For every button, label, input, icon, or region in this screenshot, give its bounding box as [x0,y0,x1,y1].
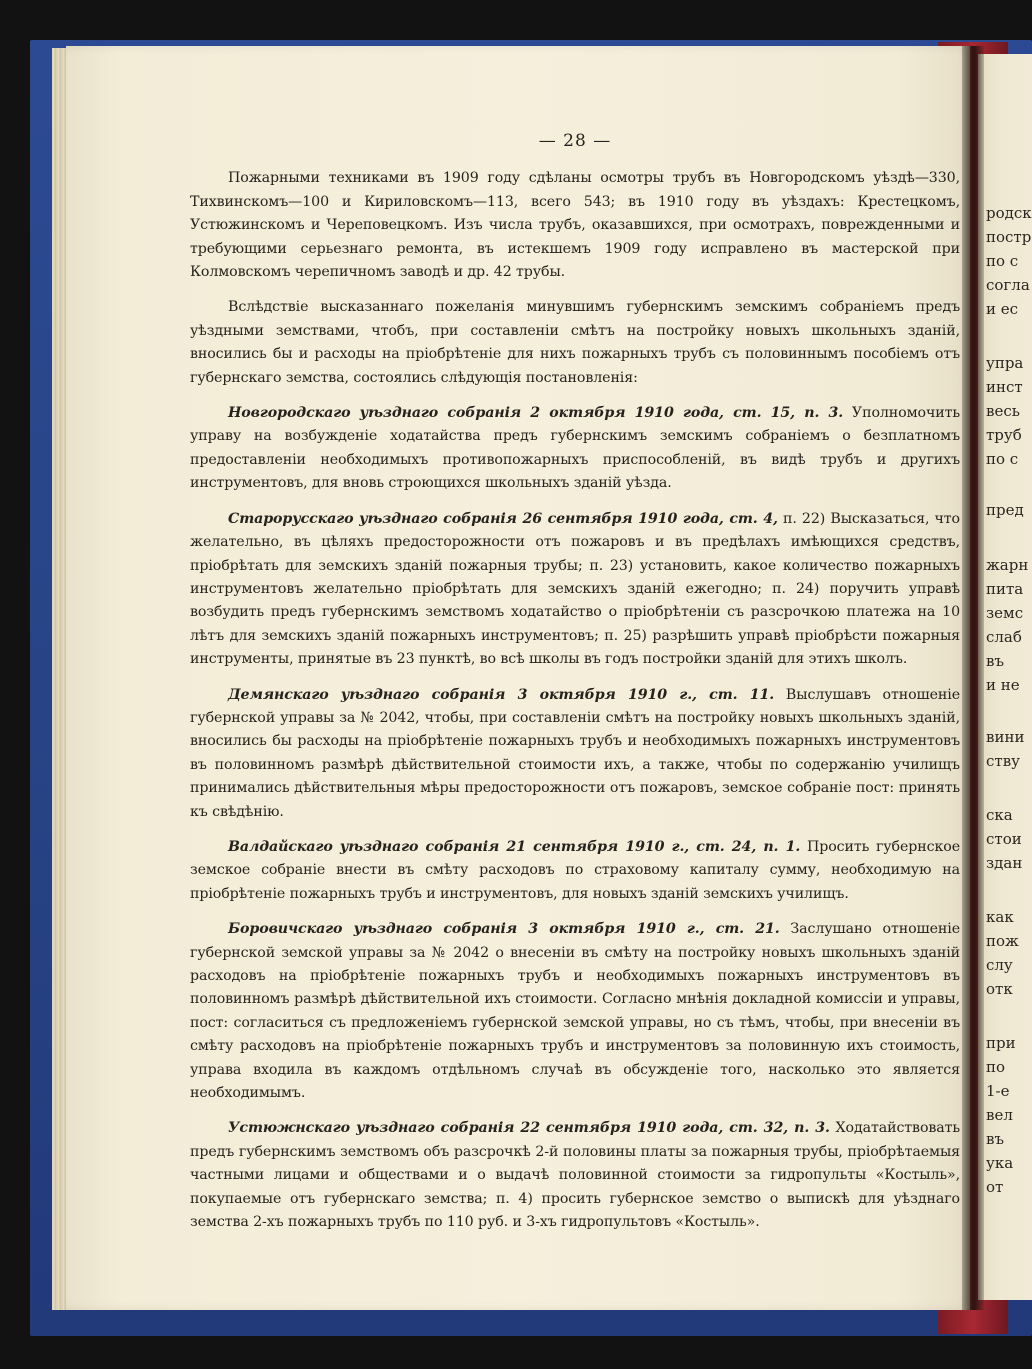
next-page-fragment: отк [986,980,1013,998]
page-number: — 28 — [538,131,612,151]
next-page-fragment: 1-е [986,1082,1010,1100]
paragraph-text: Заслушано отношеніе губернской земской управы за № 2042 о внесеніи въ смѣту на постройку новыхъ школьныхъ зданій расходовъ на пріобрѣтеніе пожарныхъ трубъ и необходимыхъ пожарныхъ инструментовъ въ половинномъ размѣрѣ дѣйствительной ихъ стоимости. Согласно мнѣнія докладной комиссіи и управы, пост: согласиться съ предложеніемъ губернской земской управы, но съ тѣмъ, чтобы, при внесеніи въ смѣту расходовъ на пріобрѣтеніе пожарныхъ трубъ и инструментовъ за половинную ихъ стоимость, управа входила въ каждомъ отдѣльномъ случаѣ въ обсужденіе того, насколько это является необходимымъ. [190,921,960,1102]
paragraph-lead: Валдайскаго уѣзднаго собранія 21 сентября 1910 г., ст. 24, п. 1. [228,838,801,855]
next-page-fragment: по с [986,252,1019,270]
paragraph-lead: Устюжнскаго уѣзднаго собранія 22 сентября 1910 года, ст. 32, п. 3. [228,1120,830,1137]
next-page-fragment: въ [986,1130,1004,1148]
next-page-fragment: согла [986,276,1030,294]
next-page-fragment: и не [986,676,1020,694]
next-page-fragment: стои [986,830,1022,848]
next-page-fragment: труб [986,426,1022,444]
paragraph [190,836,960,906]
next-page-fragment: инст [986,378,1023,396]
paragraph-lead: Демянскаго уѣзднаго собранія 3 октября 1910 г., ст. 11. [228,686,775,703]
paragraph [190,1117,960,1234]
next-page-fragment: родск [986,204,1032,222]
paragraph [190,918,960,1105]
next-page-fragment: пож [986,932,1019,950]
paragraph [190,508,960,672]
next-page-fragment: по [986,1058,1006,1076]
next-page-fragment: слу [986,956,1013,974]
paragraph-text: Уполномочить управу на возбужденіе ходатайства предъ губернскимъ земскимъ собраніемъ о безплатномъ предоставленіи необходимыхъ противопожарныхъ приспособленій, въ видѣ трубъ и другихъ инструментовъ, для вновь строющихся школьныхъ зданій уѣзда. [190,405,960,492]
paragraph-text: Вслѣдствіе высказаннаго пожеланія минувшимъ губернскимъ земскимъ собраніемъ предъ уѣздными земствами, чтобъ, при составленіи смѣтъ на постройку новыхъ школьныхъ зданій, вносились бы и расходы на пріобрѣтеніе для нихъ пожарныхъ трубъ съ половиннымъ пособіемъ отъ губернскаго земства, состоялись слѣдующія постановленія: [190,299,960,386]
next-page-fragment: вини [986,728,1025,746]
next-page-fragment: упра [986,354,1024,372]
paragraph-lead: Новгородскаго уѣзднаго собранія 2 октября 1910 года, ст. 15, п. 3. [228,405,844,422]
next-page-fragment: от [986,1178,1004,1196]
next-page-fragment: ству [986,752,1020,770]
paragraph-text: Просить губернское земское собраніе внести въ смѣту расходовъ по страховому капиталу сумму, необходимую на пріобрѣтеніе пожарныхъ трубъ и инструментовъ, для новыхъ зданій земскихъ училищъ. [190,838,960,902]
next-page-fragment: пита [986,580,1024,598]
next-page-fragment: пред [986,501,1024,519]
next-page-fragment: жарн [986,556,1029,574]
paragraph-text: Пожарными техниками въ 1909 году сдѣланы осмотры трубъ въ Новгородскомъ уѣздѣ—330, Тихвинскомъ—100 и Кириловскомъ—113, всего 543; въ 1910 году въ уѣздахъ: Крестецкомъ, Устюжинскомъ и Череповецкомъ. Изъ числа трубъ, оказавшихся, при осмотрахъ, поврежденными и требующими серьезнаго ремонта, въ истекшемъ 1909 году исправлено въ мастерской при Колмовскомъ черепичномъ заводѣ и др. 42 трубы. [190,170,960,281]
next-page-fragment: вел [986,1106,1013,1124]
paragraph [190,296,960,390]
paragraph [190,167,960,284]
next-page-fragment: как [986,908,1014,926]
paragraph-text: Ходатайствовать предъ губернскимъ земствомъ объ разсрочкѣ 2-й половины платы за пожарныя трубы, пріобрѣтаемыя частными лицами и обществами и о выдачѣ половинной стоимости за гидропульты «Костыль», покупаемые отъ губернскаго земства; п. 4) просить губернское земство о выпискѣ для уѣзднаго земства 2-хъ пожарныхъ трубъ по 110 руб. и 3-хъ гидропультовъ «Костыль». [190,1120,961,1231]
next-page-fragment: въ [986,652,1004,670]
next-page-fragment: при [986,1034,1016,1052]
paragraph-text: п. 22) Высказаться, что желательно, въ цѣляхъ предосторожности отъ пожаровъ и въ предѣлахъ имѣющихся средствъ, пріобрѣтать для земскихъ зданій пожарныя трубы; п. 23) установить, какое количество пожарныхъ инструментовъ желательно пріобрѣтать для земскихъ зданій ежегодно; п. 24) поручить управѣ возбудить предъ губернскимъ земствомъ ходатайство о пріобрѣтеніи съ разсрочкою платежа на 10 лѣтъ для земскихъ зданій пожарныхъ инструментовъ; п. 25) разрѣшить управѣ пріобрѣсти пожарныя инструменты, принятые въ 23 пунктѣ, во всѣ школы въ годъ постройки зданій для этихъ школъ. [190,510,960,668]
book-page-right [978,54,1032,1300]
next-page-fragment: ска [986,806,1013,824]
page-gutter-shadow [962,46,984,1310]
next-page-fragment: весь [986,402,1020,420]
next-page-fragment: ука [986,1154,1014,1172]
paragraph-lead: Боровичскаго уѣзднаго собранія 3 октября 1910 г., ст. 21. [228,921,780,938]
next-page-fragment: слаб [986,628,1022,646]
next-page-fragment: земс [986,604,1024,622]
next-page-fragment: по с [986,450,1019,468]
paragraph [190,684,960,824]
paragraph-text: Выслушавъ отношеніе губернской управы за № 2042, чтобы, при составленіи смѣтъ на постройку новыхъ школьныхъ зданій, вносились бы расходы на пріобрѣтеніе пожарныхъ трубъ и необходимыхъ пожарныхъ инструментовъ въ половинномъ размѣрѣ дѣйствительной стоимости ихъ, а также, чтобы по содержанію училищъ принимались дѣйствительныя мѣры предосторожности отъ пожаровъ, земское собраніе пост: принять къ свѣдѣнію. [190,686,961,820]
paragraph [190,402,960,496]
next-page-fragment: и ес [986,300,1019,318]
next-page-fragment: здан [986,854,1023,872]
page-text-block [190,130,960,1246]
next-page-fragment: постр [986,228,1032,246]
paragraph-lead: Старорусскаго уѣзднаго собранія 26 сентября 1910 года, ст. 4, [228,510,778,527]
